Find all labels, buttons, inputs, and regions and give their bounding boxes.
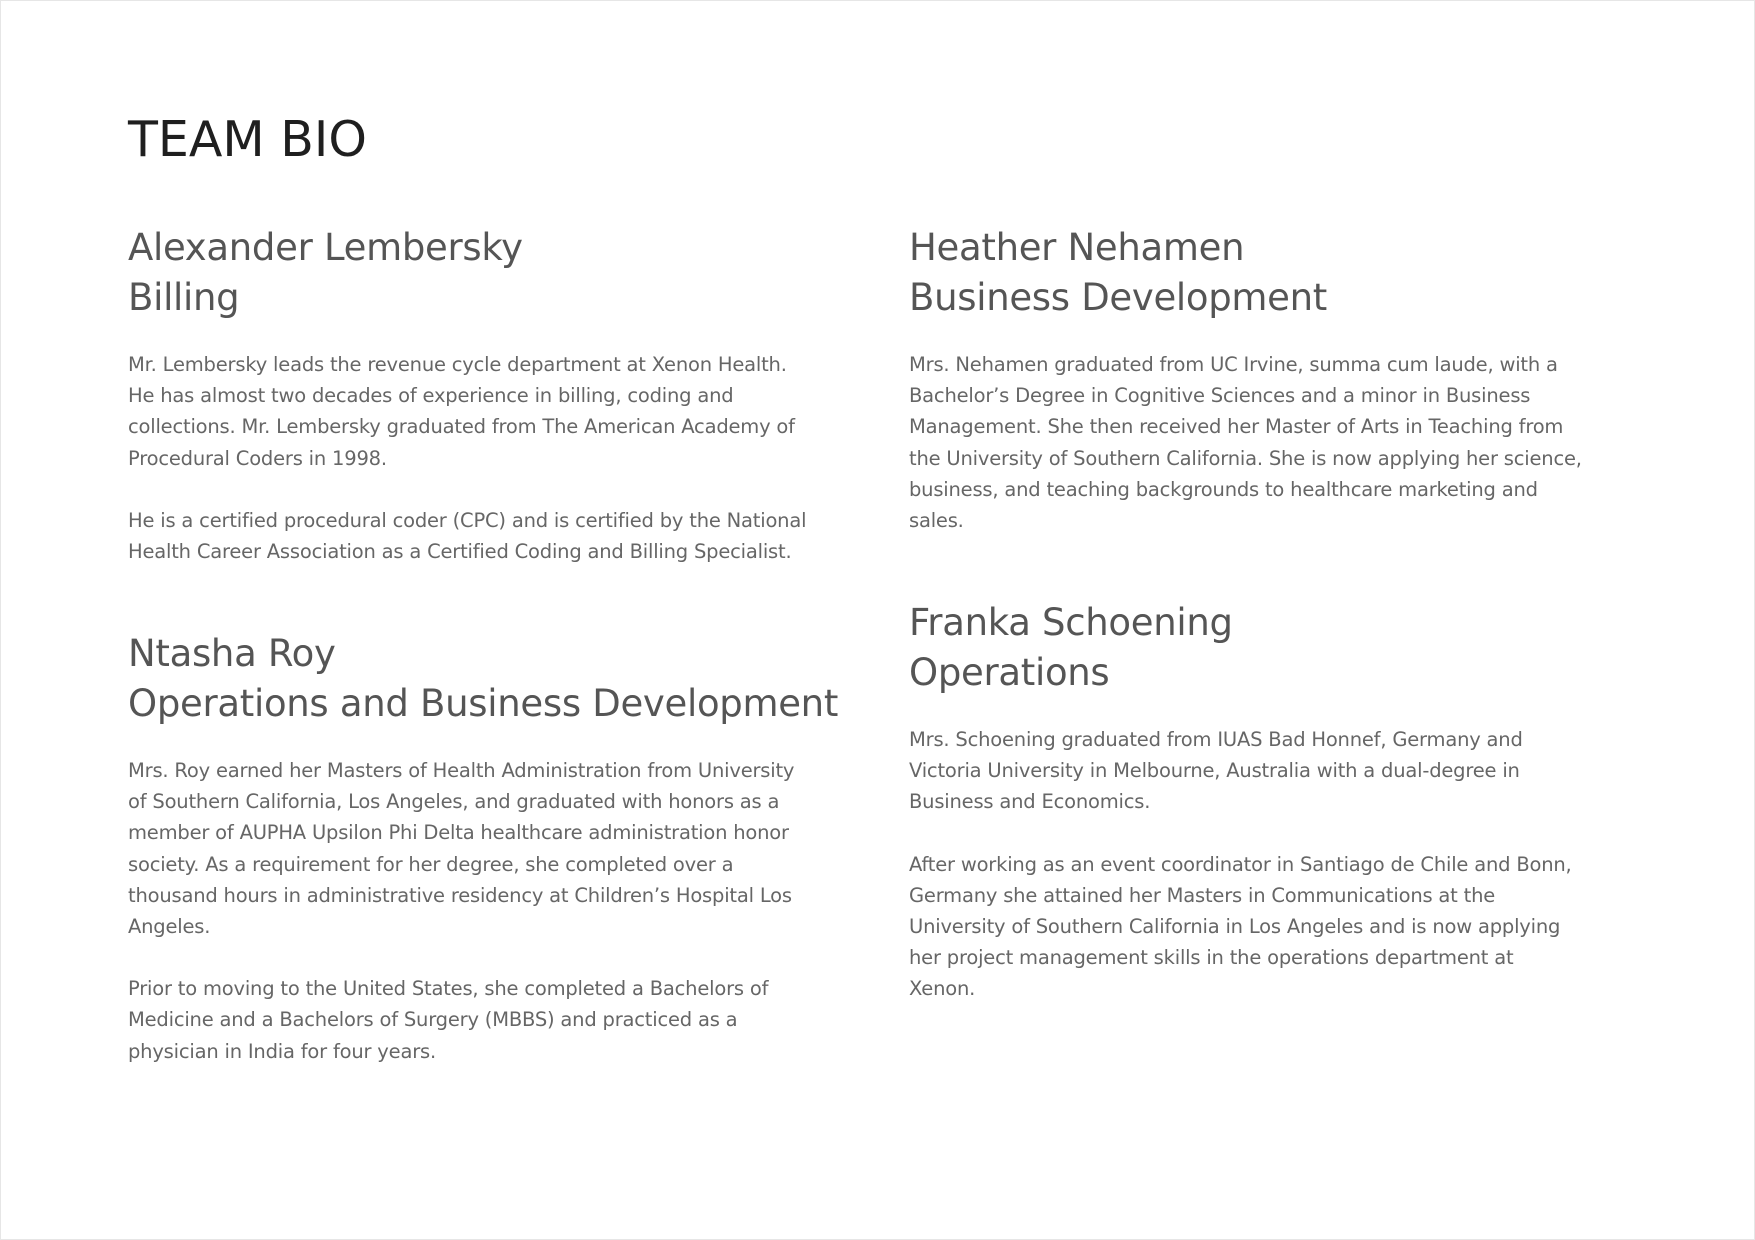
bio-line: Victoria University in Melbourne, Australia with a dual-degree in	[909, 759, 1520, 783]
bio-paragraph	[909, 724, 1589, 818]
bio-line: He has almost two decades of experience in billing, coding and	[128, 384, 734, 408]
bio-line: the University of Southern California. She is now applying her science,	[909, 446, 1582, 470]
bio-paragraph	[128, 505, 808, 567]
bio-name: Heather Nehamen	[909, 226, 1245, 269]
bio-line: Angeles.	[128, 915, 211, 939]
bio-line: He is a certified procedural coder (CPC) and is certified by the National	[128, 508, 807, 532]
bio-name: Alexander Lembersky	[128, 226, 523, 269]
bio-line: Bachelor’s Degree in Cognitive Sciences and a minor in Business	[909, 384, 1531, 408]
bio-line: member of AUPHA Upsilon Phi Delta healthcare administration honor	[128, 821, 789, 845]
bio-line: Health Career Association as a Certified Coding and Billing Specialist.	[128, 540, 792, 564]
bio-line: society. As a requirement for her degree, she completed over a	[128, 852, 734, 876]
bio-role: Billing	[128, 276, 240, 319]
bio-line: Prior to moving to the United States, she completed a Bachelors of	[128, 977, 769, 1001]
bio-line: of Southern California, Los Angeles, and graduated with honors as a	[128, 790, 780, 814]
bio-paragraph	[909, 349, 1589, 536]
bio-line: Business and Economics.	[909, 790, 1151, 814]
bio-line: collections. Mr. Lembersky graduated from The American Academy of	[128, 415, 795, 439]
bio-line: business, and teaching backgrounds to healthcare marketing and	[909, 477, 1538, 501]
bio-line: Xenon.	[909, 977, 976, 1001]
bio-name: Franka Schoening	[909, 601, 1233, 644]
bio-line: Medicine and a Bachelors of Surgery (MBBS) and practiced as a	[128, 1008, 738, 1032]
bio-heading	[128, 223, 808, 323]
bio-ntasha-roy	[128, 629, 839, 1098]
bio-line: Mr. Lembersky leads the revenue cycle department at Xenon Health.	[128, 353, 787, 376]
bio-alexander-lembersky	[128, 223, 808, 598]
bio-paragraph	[128, 973, 808, 1067]
bio-paragraph	[128, 349, 808, 474]
bio-paragraph	[128, 755, 808, 942]
bio-line: After working as an event coordinator in Santiago de Chile and Bonn,	[909, 852, 1572, 876]
bio-line: Mrs. Nehamen graduated from UC Irvine, summa cum laude, with a	[909, 353, 1558, 376]
bio-line: Mrs. Schoening graduated from IUAS Bad Honnef, Germany and	[909, 728, 1523, 751]
bio-line: sales.	[909, 509, 964, 533]
bio-name: Ntasha Roy	[128, 632, 336, 675]
bio-role: Operations	[909, 651, 1110, 694]
bio-role: Operations and Business Development	[128, 682, 839, 725]
bio-heather-nehamen	[909, 223, 1589, 567]
bio-line: thousand hours in administrative residency at Children’s Hospital Los	[128, 883, 792, 907]
bio-line: physician in India for four years.	[128, 1039, 436, 1063]
bio-line: University of Southern California in Los Angeles and is now applying	[909, 915, 1561, 939]
bio-role: Business Development	[909, 276, 1328, 319]
bio-line: Management. She then received her Master of Arts in Teaching from	[909, 415, 1564, 439]
bio-line: Germany she attained her Masters in Communications at the	[909, 883, 1496, 907]
bio-franka-schoening	[909, 598, 1589, 1036]
bio-heading	[128, 629, 839, 729]
bio-paragraph	[909, 849, 1589, 1005]
bio-line: Procedural Coders in 1998.	[128, 446, 387, 470]
bio-heading	[909, 598, 1589, 698]
bio-heading	[909, 223, 1589, 323]
bio-line: her project management skills in the operations department at	[909, 946, 1514, 970]
page-title: TEAM BIO	[128, 111, 367, 168]
bio-line: Mrs. Roy earned her Masters of Health Administration from University	[128, 759, 795, 782]
